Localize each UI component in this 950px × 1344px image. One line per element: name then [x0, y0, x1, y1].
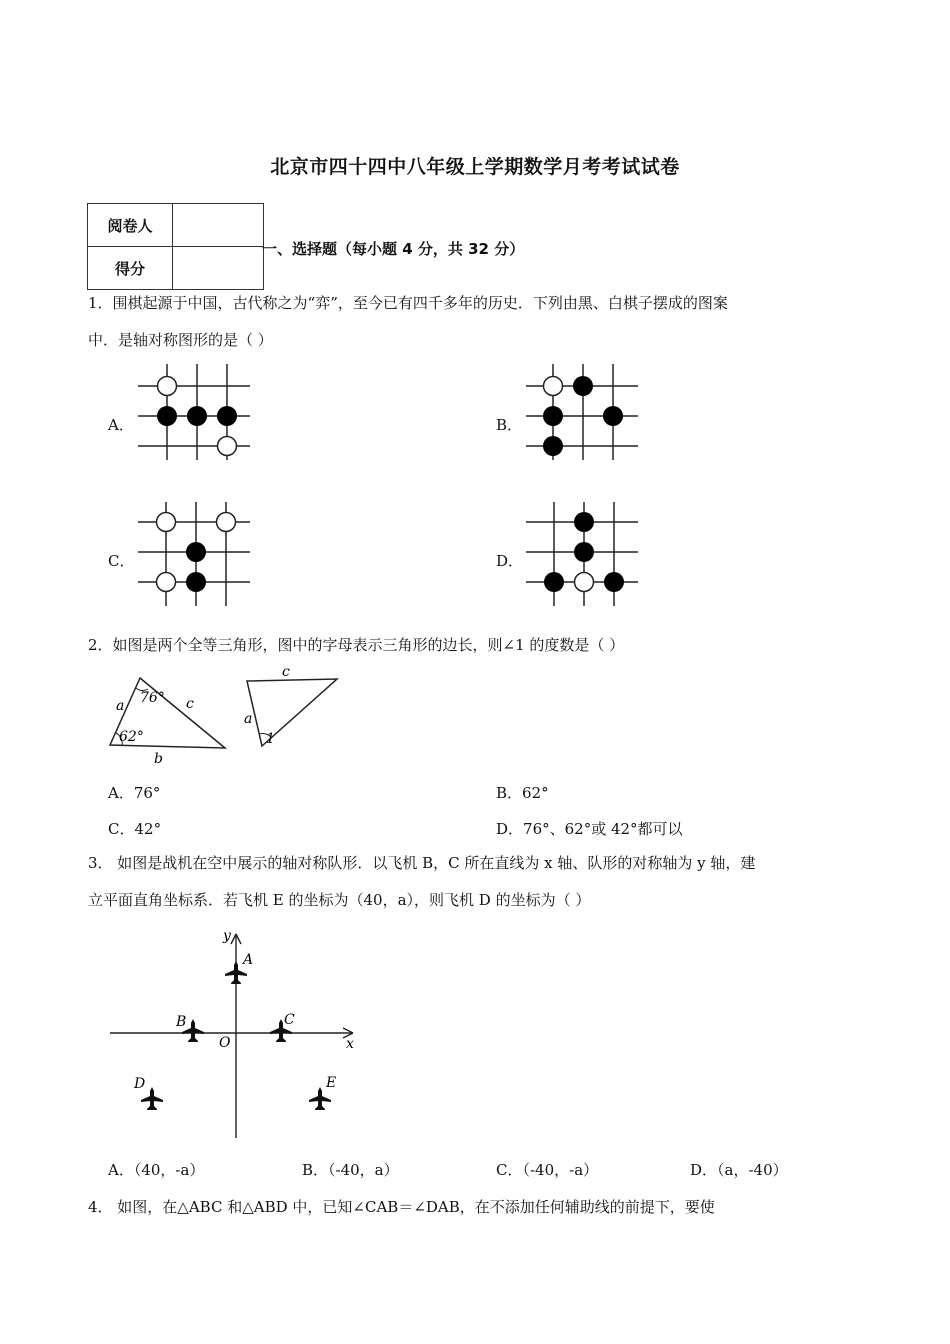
side-label-c2: c: [282, 664, 290, 680]
side-label-c: c: [186, 696, 194, 712]
q3-option-b: B．（-40，a）: [302, 1161, 399, 1179]
black-stone: [543, 406, 563, 426]
q4-text-line1: 4． 如图，在△ABC 和△ABD 中，已知∠CAB＝∠DAB，在不添加任何辅助线的前提下，要使: [88, 1198, 715, 1216]
black-stone: [574, 512, 594, 532]
angle-label-62: 62°: [119, 729, 144, 745]
white-stone: [217, 513, 236, 532]
q1-option-d-label: D．: [496, 552, 524, 570]
side-label-b: b: [154, 751, 163, 767]
page-title: 北京市四十四中八年级上学期数学月考考试试卷: [270, 156, 680, 178]
side-label-a2: a: [244, 711, 253, 727]
go-board-d: [524, 500, 642, 608]
q1-option-b-label: B．: [496, 416, 523, 434]
y-axis-label: y: [223, 928, 231, 944]
angle-label-76: 76°: [140, 690, 165, 706]
plane-c-label: C: [284, 1012, 295, 1028]
q1-text-line1: 1．围棋起源于中国，古代称之为“弈”，至今已有四千多年的历史．下列由黑、白棋子摆成的图案: [88, 294, 728, 312]
q3-coordinate-figure: [105, 922, 370, 1144]
go-board-b: [524, 362, 642, 462]
white-stone: [158, 377, 177, 396]
q2-text: 2．如图是两个全等三角形，图中的字母表示三角形的边长，则∠1 的度数是（ ）: [88, 636, 625, 654]
black-stone: [186, 542, 206, 562]
black-stone: [544, 572, 564, 592]
q3-text-line1: 3． 如图是战机在空中展示的轴对称队形．以飞机 B，C 所在直线为 x 轴、队形的对称轴为 y 轴，建: [88, 854, 756, 872]
reviewer-label: 阅卷人: [88, 204, 173, 247]
section-heading: 一、选择题（每小题 4 分，共 32 分）: [262, 240, 525, 258]
plane-a-label: A: [243, 952, 254, 968]
black-stone: [157, 406, 177, 426]
triangle-right: [247, 679, 337, 746]
score-value: [173, 247, 264, 290]
white-stone: [544, 377, 563, 396]
q3-option-d: D．（a，-40）: [690, 1161, 788, 1179]
q1-text-line2: 中．是轴对称图形的是（ ）: [88, 331, 273, 349]
angle-label-1: 1: [266, 731, 275, 747]
black-stone: [574, 542, 594, 562]
origin-label: O: [219, 1035, 231, 1051]
white-stone: [218, 437, 237, 456]
go-board-c: [136, 500, 254, 608]
black-stone: [543, 436, 563, 456]
q2-triangles-figure: [100, 662, 350, 768]
score-label: 得分: [88, 247, 173, 290]
q1-option-c-label: C．: [108, 552, 135, 570]
go-board-a: [136, 362, 254, 462]
black-stone: [573, 376, 593, 396]
black-stone: [604, 572, 624, 592]
q3-text-line2: 立平面直角坐标系．若飞机 E 的坐标为（40，a），则飞机 D 的坐标为（ ）: [88, 891, 591, 909]
black-stone: [186, 572, 206, 592]
q2-option-c: C．42°: [108, 820, 162, 838]
q1-option-a-label: A．: [108, 416, 134, 434]
score-table: [87, 203, 264, 290]
plane-d-label: D: [134, 1076, 146, 1092]
q2-option-d: D．76°、62°或 42°都可以: [496, 820, 683, 838]
q3-option-a: A．（40，-a）: [108, 1161, 205, 1179]
q2-option-a: A．76°: [108, 784, 161, 802]
q2-option-b: B．62°: [496, 784, 549, 802]
black-stone: [217, 406, 237, 426]
q3-option-c: C．（-40，-a）: [496, 1161, 599, 1179]
plane-b-label: B: [176, 1014, 187, 1030]
x-axis-label: x: [346, 1036, 354, 1052]
plane-e-label: E: [326, 1075, 337, 1091]
white-stone: [157, 513, 176, 532]
black-stone: [603, 406, 623, 426]
white-stone: [157, 573, 176, 592]
side-label-a: a: [116, 698, 125, 714]
black-stone: [187, 406, 207, 426]
reviewer-value: [173, 204, 264, 247]
white-stone: [575, 573, 594, 592]
